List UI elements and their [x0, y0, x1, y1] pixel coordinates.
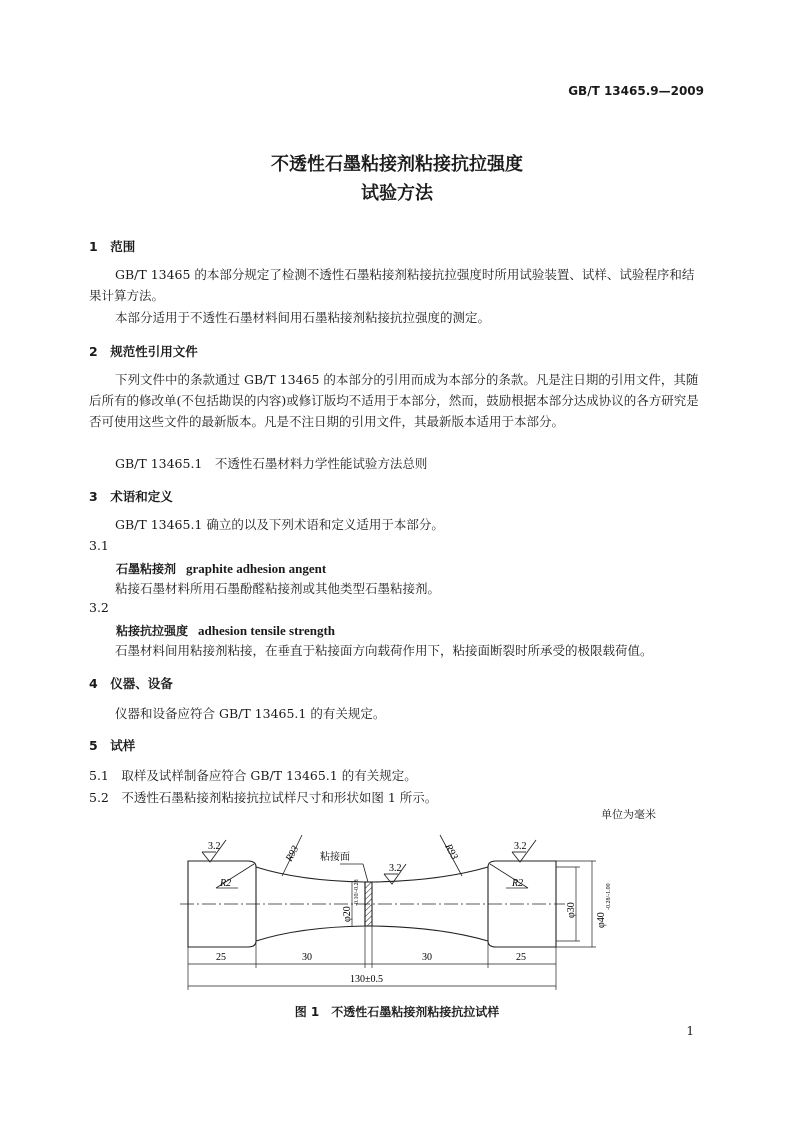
dim-30-right: 30 [422, 952, 432, 963]
term-2-number: 3.2 [89, 600, 109, 615]
term-2-en: adhesion tensile strength [198, 623, 336, 638]
document-title-line2: 试验方法 [361, 183, 433, 204]
specimen-drawing [150, 826, 650, 996]
section-1-para-1: GB/T 13465 的本部分规定了检测不透性石墨粘接剂粘接抗拉强度时所用试验装置、试样、试验程序和结果计算方法。 [89, 267, 695, 303]
figure-unit-note: 单位为毫米 [601, 808, 656, 821]
dim-30-left: 30 [302, 952, 312, 963]
section-4-heading: 4 仪器、设备 [89, 676, 173, 691]
term-1-zh: 石墨粘接剂 [116, 562, 177, 576]
r93-left-label: R93 [283, 844, 302, 864]
dim-25-left: 25 [216, 952, 226, 963]
phi40-label: φ40 [596, 912, 607, 928]
term-1 [116, 558, 326, 577]
document-title-line1: 不透性石墨粘接剂粘接抗拉强度 [271, 154, 523, 175]
phi20-label: φ20 [342, 906, 353, 922]
dim-25-right: 25 [516, 952, 526, 963]
section-3-para-1: GB/T 13465.1 确立的以及下列术语和定义适用于本部分。 [115, 517, 444, 532]
r93-right-label: R93 [442, 842, 460, 862]
standard-code: GB/T 13465.9—2009 [568, 84, 704, 98]
phi30-label: φ30 [566, 902, 577, 918]
term-2-zh: 粘接抗拉强度 [116, 624, 189, 638]
r2-left-label: R2 [220, 878, 232, 889]
term-1-en: graphite adhesion angent [186, 561, 327, 576]
term-1-number: 3.1 [89, 538, 109, 553]
figure-caption: 图 1 不透性石墨粘接剂粘接抗拉试样 [294, 1005, 500, 1019]
term-1-definition: 粘接石墨材料所用石墨酚醛粘接剂或其他类型石墨粘接剂。 [115, 581, 441, 596]
section-4-para-1: 仪器和设备应符合 GB/T 13465.1 的有关规定。 [115, 706, 386, 721]
phi20-tolerance: -0.10/-0.28 [354, 879, 360, 906]
phi40-tolerance: -0.28/-1.00 [606, 883, 612, 910]
section-2-para-1: 下列文件中的条款通过 GB/T 13465 的本部分的引用而成为本部分的条款。凡是注日期的引用文件，其随后所有的修改单(不包括勘误的内容)或修订版均不适用于本部分，然而，鼓励根据本部分达成协议的各方研究是否可使用这些文件的最新版本。凡是不注日期的引用文件，其最新版本适用于本部分。 [89, 372, 699, 429]
dim-total: 130±0.5 [350, 974, 383, 985]
section-5-item-2: 5.2 不透性石墨粘接剂粘接抗拉试样尺寸和形状如图 1 所示。 [89, 790, 438, 805]
term-2 [116, 620, 335, 639]
section-2-ref-1: GB/T 13465.1 不透性石墨材料力学性能试验方法总则 [115, 456, 428, 471]
section-3-heading: 3 术语和定义 [89, 489, 173, 504]
section-5-item-1: 5.1 取样及试样制备应符合 GB/T 13465.1 的有关规定。 [89, 768, 417, 783]
page-number: 1 [686, 1024, 694, 1038]
section-2-heading: 2 规范性引用文件 [89, 344, 198, 359]
section-5-heading: 5 试样 [89, 738, 136, 753]
section-1-para-2: 本部分适用于不透性石墨材料间用石墨粘接剂粘接抗拉强度的测定。 [115, 310, 491, 325]
r2-right-label: R2 [512, 878, 524, 889]
bond-face-label: 粘接面 [320, 852, 350, 863]
roughness-mid-value: 3.2 [389, 863, 402, 874]
roughness-left-value: 3.2 [208, 841, 221, 852]
roughness-right-value: 3.2 [514, 841, 527, 852]
section-1-heading: 1 范围 [89, 239, 136, 254]
term-2-definition: 石墨材料间用粘接剂粘接，在垂直于粘接面方向载荷作用下，粘接面断裂时所承受的极限载荷值。 [115, 643, 653, 658]
